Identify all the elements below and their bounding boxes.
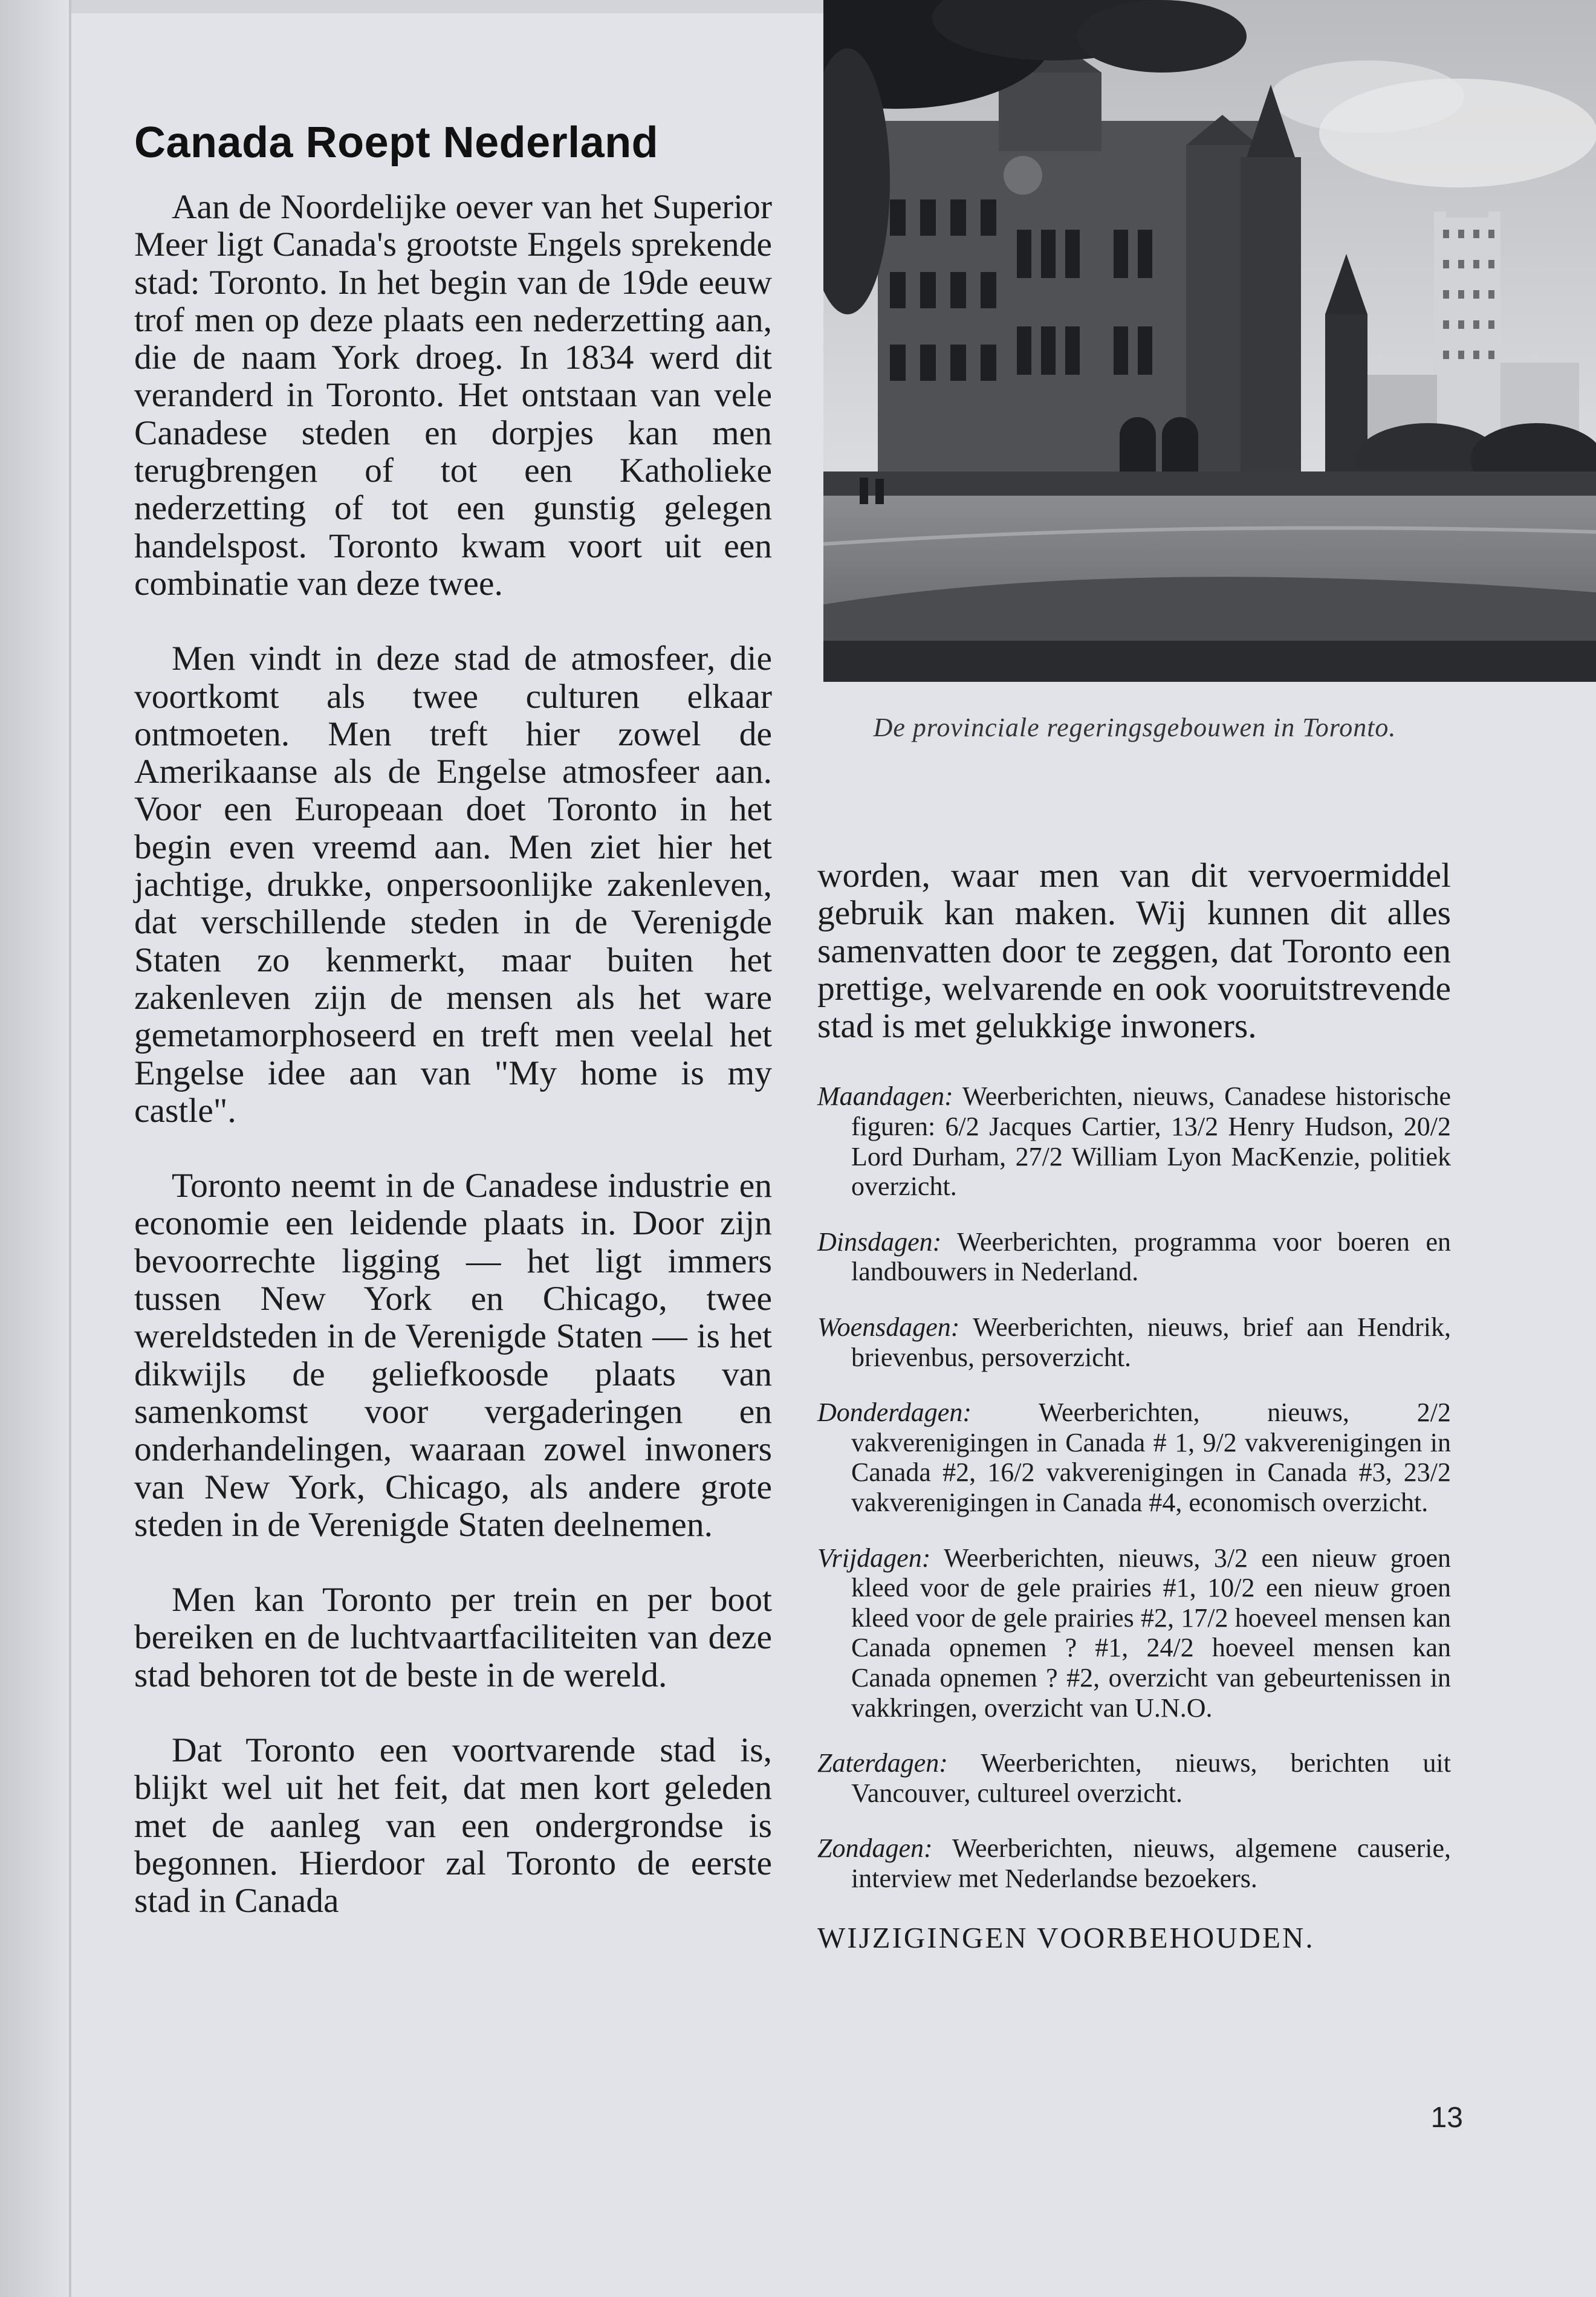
page-binding (0, 0, 71, 2297)
changes-reserved-notice: WIJZIGINGEN VOORBEHOUDEN. (817, 1920, 1315, 1954)
schedule-day: Donderdagen: (817, 1398, 972, 1428)
schedule-item (817, 1312, 1451, 1372)
left-column (134, 189, 772, 1957)
paragraph: Men kan Toronto per trein en per boot bereiken en de luchtvaartfaciliteiten van deze stad behoren tot de beste in de wereld. (134, 1581, 772, 1694)
schedule-day: Woensdagen: (817, 1312, 960, 1343)
schedule-text: Weerberichten, nieuws, 3/2 een nieuw groen kleed voor de gele prairies #1, 10/2 een nieuw groen kleed voor de gele prairies #2, 17/2 hoeveel mensen kan Canada opnemen ? #1, 24/2 hoeveel mensen kan Canada opnemen ? #2, overzicht van gebeurtenissen in vakkringen, overzicht van U.N.O. (851, 1543, 1451, 1723)
schedule-text: Weerberichten, nieuws, algemene causerie, interview met Nederlandse bezoekers. (851, 1833, 1451, 1893)
paragraph: Dat Toronto een voortvarende stad is, blijkt wel uit het feit, dat men kort geleden met de aanleg van een ondergrondse is begonnen. Hierdoor zal Toronto de eerste stad in Canada (134, 1731, 772, 1920)
schedule-item (817, 1227, 1451, 1287)
page-number: 13 (1430, 2102, 1463, 2134)
schedule-item (817, 1543, 1451, 1723)
schedule-day: Zondagen: (817, 1833, 933, 1864)
schedule-item (817, 1833, 1451, 1893)
schedule-day: Vrijdagen: (817, 1543, 931, 1573)
toronto-government-buildings-photo (823, 0, 1596, 682)
schedule-text: Weerberichten, nieuws, Canadese historische figuren: 6/2 Jacques Cartier, 13/2 Henry Hudson, 20/2 Lord Durham, 27/2 William Lyon MacKenzie, politiek overzicht. (851, 1081, 1451, 1202)
broadcast-schedule (817, 1081, 1451, 1893)
binding-line (69, 0, 71, 2297)
right-column (817, 857, 1451, 1957)
article-title: Canada Roept Nederland (134, 118, 659, 167)
schedule-day: Maandagen: (817, 1081, 953, 1112)
paragraph: Toronto neemt in de Canadese industrie en economie een leidende plaats in. Door zijn bevoorrechte ligging — het ligt immers tussen New York en Chicago, twee wereldsteden in de Verenigde Staten — is het dikwijls de geliefkoosde plaats van samenkomst voor vergaderingen en onderhandelingen, waaraan zowel inwoners van New York, Chicago, als andere grote steden in de Verenigde Staten deelnemen. (134, 1167, 772, 1544)
schedule-text: Weerberichten, programma voor boeren en landbouwers in Nederland. (851, 1226, 1451, 1287)
schedule-text: Weerberichten, nieuws, 2/2 vakverenigingen in Canada # 1, 9/2 vakverenigingen in Canada #2, 16/2 vakverenigingen in Canada #3, 23/2 vakverenigingen in Canada #4, economisch overzicht. (851, 1398, 1451, 1518)
schedule-day: Dinsdagen: (817, 1226, 942, 1257)
schedule-item (817, 1398, 1451, 1517)
schedule-text: Weerberichten, nieuws, brief aan Hendrik, brievenbus, persoverzicht. (851, 1312, 1451, 1372)
paragraph-continuation: worden, waar men van dit vervoermiddel gebruik kan maken. Wij kunnen dit alles samenvatten door te zeggen, dat Toronto een prettige, welvarende en ook vooruitstrevende stad is met gelukkige inwoners. (817, 857, 1451, 1046)
schedule-item (817, 1081, 1451, 1201)
paragraph: Men vindt in deze stad de atmosfeer, die voortkomt als twee culturen elkaar ontmoeten. Men treft hier zowel de Amerikaanse als de Engelse atmosfeer aan. Voor een Europeaan doet Toronto in het begin even vreemd aan. Men ziet hier het jachtige, drukke, onpersoonlijke zakenleven, dat verschillende steden in de Verenigde Staten zo kenmerkt, maar buiten het zakenleven zijn de mensen als het ware gemetamorphoseerd en treft men veelal het Engelse idee aan van "My home is my castle". (134, 640, 772, 1130)
schedule-text: Weerberichten, nieuws, berichten uit Vancouver, cultureel overzicht. (851, 1748, 1451, 1808)
schedule-item (817, 1748, 1451, 1808)
schedule-day: Zaterdagen: (817, 1748, 948, 1778)
paragraph: Aan de Noordelijke oever van het Superior Meer ligt Canada's grootste Engels sprekende stad: Toronto. In het begin van de 19de eeuw trof men op deze plaats een nederzetting aan, die de naam York droeg. In 1834 werd dit veranderd in Toronto. Het ontstaan van vele Canadese steden en dorpjes kan men terugbrengen of tot een Katholieke nederzetting of tot een gunstig gelegen handelspost. Toronto kwam voort uit een combinatie van deze twee. (134, 188, 772, 603)
photo-caption: De provinciale regeringsgebouwen in Toronto. (873, 713, 1396, 742)
